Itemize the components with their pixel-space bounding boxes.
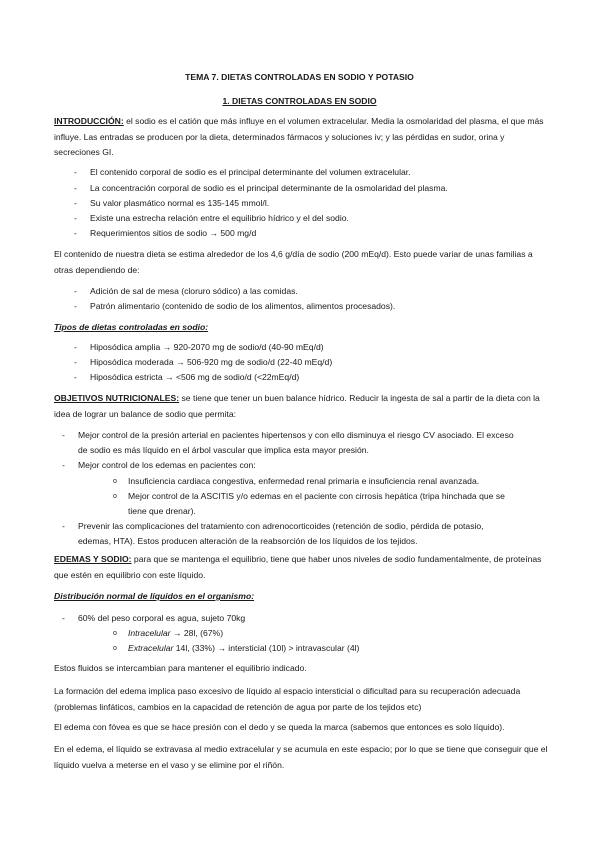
extracellular-text: 14l, (33%) → intersticial (10l) > intravascular (4l)	[173, 643, 360, 653]
sub-bullet: o	[113, 493, 117, 500]
edemas-label: EDEMAS Y SODIO:	[54, 554, 132, 564]
list-item: Existe una estrecha relación entre el equilibrio hídrico y el del sodio.	[90, 213, 349, 223]
sub-bullet: o	[113, 630, 117, 637]
diet-paragraph: El contenido de nuestra dieta se estima alrededor de los 4,6 g/día de sodio (200 mEq/d). Esto puede variar de unas familias a otras dependiendo de:	[54, 249, 533, 275]
list-item: 60% del peso corporal es agua, sujeto 70kg	[78, 613, 246, 623]
sub-list-item	[128, 641, 359, 657]
document-title: TEMA 7. DIETAS CONTROLADAS EN SODIO Y POTASIO	[185, 72, 414, 82]
list-item: Hiposódica moderada → 506-920 mg de sodio/d (22-40 mEq/d)	[90, 357, 333, 367]
section-heading: 1. DIETAS CONTROLADAS EN SODIO	[222, 96, 377, 106]
objectives-paragraph	[54, 391, 548, 422]
list-item: Mejor control de los edemas en pacientes con:	[78, 460, 256, 470]
types-heading: Tipos de dietas controladas en sodio:	[54, 322, 209, 332]
intro-label: INTRODUCCIÓN:	[54, 116, 124, 126]
bullet-dash: -	[74, 357, 77, 367]
sub-list-item: Mejor control de la ASCITIS y/o edemas en el paciente con cirrosis hepática (tripa hinchada que se	[128, 491, 505, 501]
bullet-dash: -	[74, 228, 77, 238]
sub-list-item-continuation: tiene que drenar).	[128, 506, 196, 516]
bullet-dash: -	[74, 198, 77, 208]
intracellular-label: Intracelular	[128, 628, 171, 638]
sub-list-item	[128, 626, 223, 642]
list-item: Su valor plasmático normal es 135-145 mmol/l.	[90, 198, 270, 208]
bullet-dash: -	[62, 460, 65, 470]
distribution-heading: Distribución normal de líquidos en el organismo:	[54, 591, 255, 601]
list-item: Hiposódica estricta → <506 mg de sodio/d (<22mEq/d)	[90, 372, 300, 382]
list-item: El contenido corporal de sodio es el principal determinante del volumen extracelular.	[90, 167, 411, 177]
bullet-dash: -	[74, 342, 77, 352]
list-item: La concentración corporal de sodio es el principal determinante de la osmolaridad del plasma.	[90, 183, 448, 193]
fovea-paragraph: El edema con fóvea es que se hace presión con el dedo y se queda la marca (sabemos que entonces es solo líquido).	[54, 722, 505, 732]
edemas-text: para que se mantenga el equilibrio, tiene que haber unos niveles de sodio fundamentalmente, de proteínas que estén en equilibrio con este líquido.	[54, 554, 542, 580]
closing-paragraph: En el edema, el líquido se extravasa al medio extracelular y se acumula en este espacio; por lo que se tiene que conseguir que el líquido vuelva a meterse en el vaso y se elimine por el riñón.	[54, 744, 548, 770]
intro-paragraph	[54, 114, 548, 161]
bullet-dash: -	[74, 301, 77, 311]
list-item: Patrón alimentario (contenido de sodio de los alimentos, alimentos procesados).	[90, 301, 396, 311]
sub-bullet: o	[113, 478, 117, 485]
bullet-dash: -	[74, 213, 77, 223]
bullet-dash: -	[74, 183, 77, 193]
sub-list-item: Insuficiencia cardiaca congestiva, enfermedad renal primaria e insuficiencia renal avanzada.	[128, 476, 480, 486]
list-item: Adición de sal de mesa (cloruro sódico) a las comidas.	[90, 286, 298, 296]
bullet-dash: -	[74, 167, 77, 177]
list-item-continuation: edemas, HTA). Estos producen alteración de la reabsorción de los líquidos de los tejidos.	[78, 536, 418, 546]
bullet-dash: -	[74, 372, 77, 382]
intracellular-text: → 28l, (67%)	[170, 628, 224, 638]
list-item: Requerimientos sitios de sodio → 500 mg/d	[90, 228, 257, 238]
list-item: Mejor control de la presión arterial en pacientes hipertensos y con ello disminuya el riesgo CV asociado. El exceso	[78, 430, 514, 440]
bullet-dash: -	[74, 286, 77, 296]
edemas-paragraph	[54, 552, 548, 583]
objectives-label: OBJETIVOS NUTRICIONALES:	[54, 393, 180, 403]
exchange-paragraph: Estos fluidos se intercambian para mantener el equilibrio indicado.	[54, 663, 307, 673]
list-item: Hiposódica amplia → 920-2070 mg de sodio/d (40-90 mEq/d)	[90, 342, 324, 352]
list-item-continuation: de sodio es más líquido en el árbol vascular que implica esta mayor presión.	[78, 445, 369, 455]
intro-text: el sodio es el catión que más influye en el volumen extracelular. Media la osmolaridad del plasma, el que más influye. Las entradas se producen por la dieta, determinados fármacos y soluciones iv; y las pérdidas en sudor, orina y secreciones GI.	[54, 116, 544, 157]
edema-formation-paragraph: La formación del edema implica paso excesivo de líquido al espacio intersticial o dificultad para su recuperación adecuada (problemas linfáticos, cambios en la capacidad de retención de agua por parte de los tejidos etc)	[54, 686, 521, 712]
extracellular-label: Extracelular	[128, 643, 174, 653]
list-item: Prevenir las complicaciones del tratamiento con adrenocorticoides (retención de sodio, pérdida de potasio,	[78, 521, 484, 531]
bullet-dash: -	[62, 430, 65, 440]
sub-bullet: o	[113, 645, 117, 652]
bullet-dash: -	[62, 521, 65, 531]
objectives-text: se tiene que tener un buen balance hídrico. Reducir la ingesta de sal a partir de la dieta con la idea de lograr un balance de sodio que permita:	[54, 393, 540, 419]
bullet-dash: -	[62, 613, 65, 623]
